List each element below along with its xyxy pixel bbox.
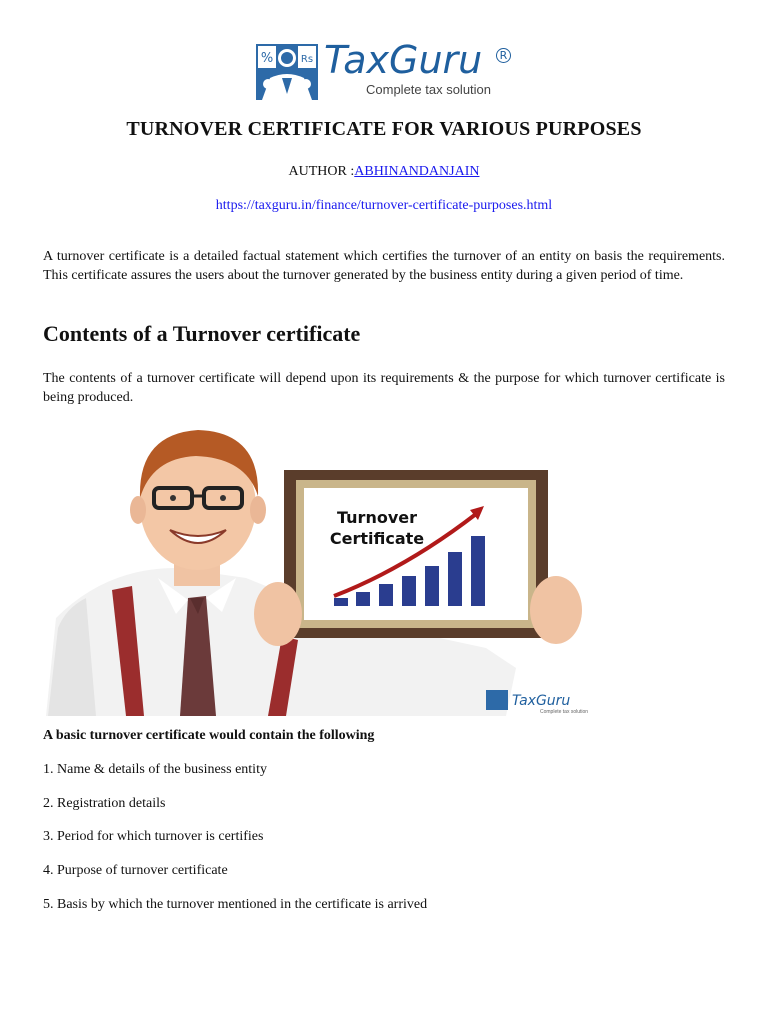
author-prefix: AUTHOR : <box>288 164 355 179</box>
rupee-glyph: Rs <box>300 54 314 65</box>
logo-tagline: Complete tax solution <box>366 82 492 97</box>
taxguru-logo <box>256 38 518 102</box>
turnover-certificate-photo <box>46 418 612 716</box>
section-paragraph: The contents of a turnover certificate will depend upon its requirements & the purpose for which turnover certificate is being produced. <box>43 371 725 405</box>
section-heading: Contents of a Turnover certificate <box>43 321 361 346</box>
source-url-link[interactable]: https://taxguru.in/finance/turnover-certificate-purposes.html <box>215 198 553 213</box>
author-link[interactable]: ABHINANDANJAIN <box>354 164 480 179</box>
list-item: 5. Basis by which the turnover mentioned in the certificate is arrived <box>43 897 428 912</box>
watermark-tagline: Complete tax solution <box>540 709 589 715</box>
author-line <box>0 164 768 180</box>
logo-brand-text: TaxGuru <box>324 38 483 82</box>
intro-paragraph: A turnover certificate is a detailed factual statement which certifies the turnover of an entity on basis the requirements. This certificate assures the users about the turnover generated by the business entity during a given period of time. <box>43 249 725 283</box>
list-item: 2. Registration details <box>43 796 166 811</box>
list-item: 3. Period for which turnover is certifies <box>43 829 264 844</box>
frame-text-line2: Certificate <box>329 529 425 548</box>
list-heading: A basic turnover certificate would contain the following <box>43 728 375 743</box>
list-item: 1. Name & details of the business entity <box>43 762 267 777</box>
list-item: 4. Purpose of turnover certificate <box>43 863 228 878</box>
taxguru-logo-icon <box>256 44 318 100</box>
svg-text:%: % <box>260 51 274 66</box>
photo-illustration <box>46 418 612 716</box>
watermark-brand: TaxGuru <box>512 693 571 709</box>
document-title: TURNOVER CERTIFICATE FOR VARIOUS PURPOSES <box>126 118 642 140</box>
frame-text-line1: Turnover <box>337 508 417 527</box>
registered-mark: R <box>496 48 511 63</box>
